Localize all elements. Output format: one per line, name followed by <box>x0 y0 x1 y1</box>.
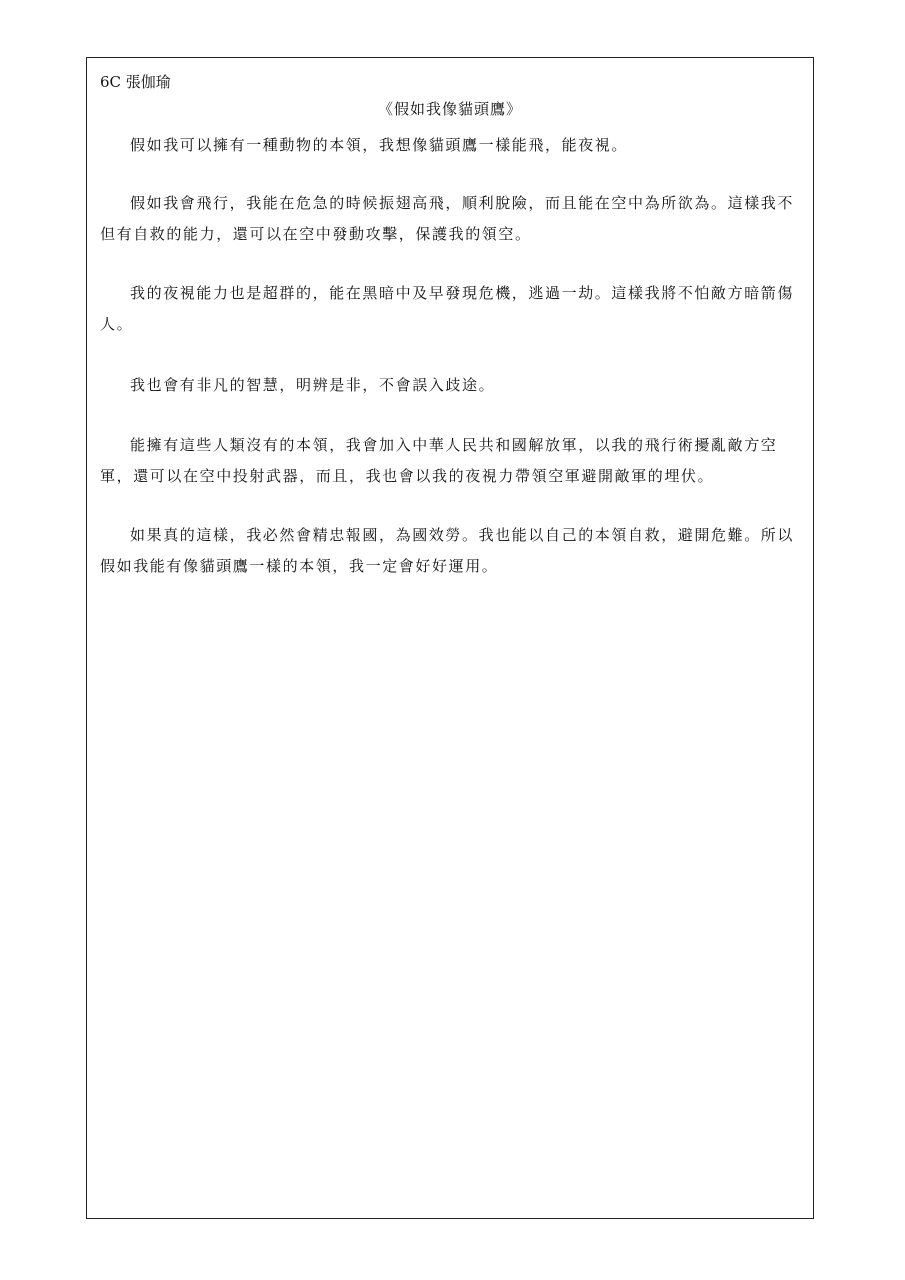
paragraph-2: 假如我會飛行，我能在危急的時候振翅高飛，順利脫險，而且能在空中為所欲為。這樣我不但有自救的能力，還可以在空中發動攻擊，保護我的領空。 <box>100 194 795 243</box>
paragraph-5: 能擁有這些人類沒有的本領，我會加入中華人民共和國解放軍，以我的飛行術擾亂敵方空軍，還可以在空中投射武器，而且，我也會以我的夜視力帶領空軍避開敵軍的埋伏。 <box>100 436 778 485</box>
essay-title: 《假如我像貓頭鷹》 <box>377 100 522 118</box>
paragraph-1: 假如我可以擁有一種動物的本領，我想像貓頭鷹一樣能飛，能夜視。 <box>130 136 629 154</box>
page-frame <box>86 57 814 1219</box>
author-line: 6C 張伽瑜 <box>100 73 171 91</box>
paragraph-6: 如果真的這樣，我必然會精忠報國，為國效勞。我也能以自己的本領自救，避開危難。所以假如我能有像貓頭鷹一樣的本領，我一定會好好運用。 <box>100 526 795 575</box>
paragraph-3: 我的夜視能力也是超群的，能在黑暗中及早發現危機，逃過一劫。這樣我將不怕敵方暗箭傷人。 <box>100 284 795 333</box>
paragraph-4: 我也會有非凡的智慧，明辨是非，不會誤入歧途。 <box>130 376 496 394</box>
